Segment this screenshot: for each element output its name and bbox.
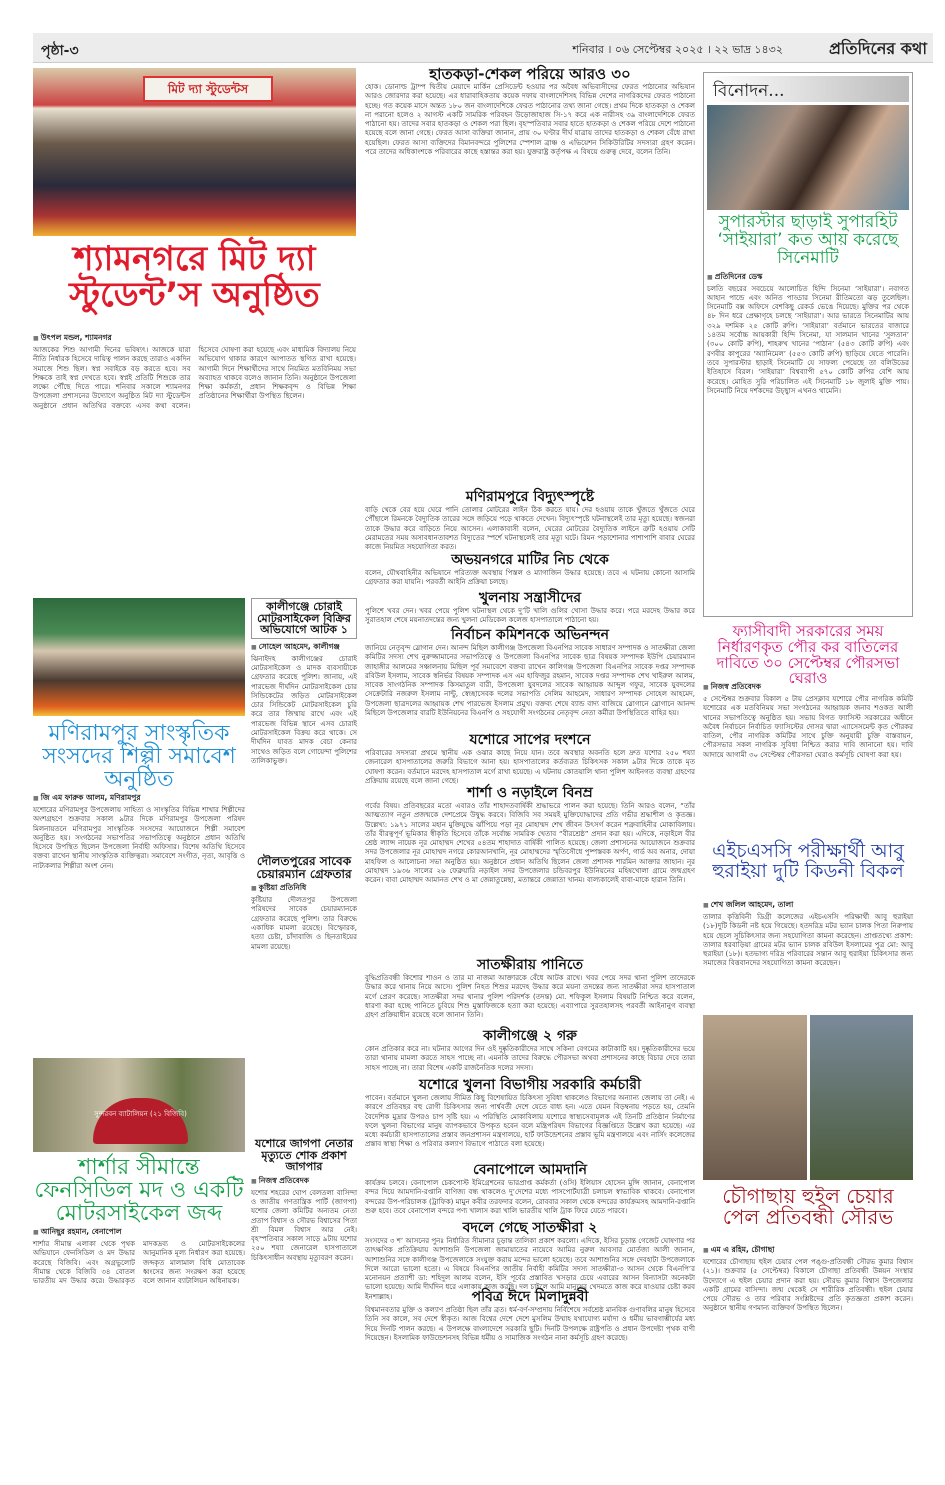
bgb-seizure-photo: [33, 1058, 245, 1152]
bgb-sign: সুন্দরবন ব্যাটালিয়ন (২১ বিজিবি): [93, 1098, 188, 1144]
wheelchair-photo: [810, 1015, 914, 1180]
section-body: পাবেন। বর্তমানে খুলনা জেলায় সীমিত কিছু বিশেষায়িত চিকিৎসা সুবিধা থাকলেও বিভাগের অন্যান্য জেলায় তা নেই। এ কারণে প্রতিবছর বহু রোগী চিকিৎসার জন্য পার্শ্ববর্তী দেশে যেতে বাধ্য হন। এতে যেমন বিড়ম্বনায় পড়তে হয়, তেমনি বৈদেশিক মুদ্রার উপরও চাপ সৃষ্টি হয়। এ পরিস্থিতি মোকাবিলায় যশোরে স্বাস্থ্যসেবামূলক এই তিনটি প্রতিষ্ঠান নির্মাণের ফলে খুলনা বিভাগের মানুষ ব্যাপকভাবে উপকৃত হবেন বলে মন্ত্রিপরিষদ বিভাগের বিজ্ঞপ্তিতে উল্লেখ করা হয়েছে। এর মধ্যে কর্মচারী হাসপাতালের প্রস্তাব জনপ্রশাসন মন্ত্রণালয়ে, হার্ট ফাউন্ডেশনের প্রস্তাব ভূমি মন্ত্রণালয়ে এবং নার্সিং কলেজের প্রস্তাব স্বাস্থ্য শিক্ষা ও পরিবার কল্যাণ বিভাগে পাঠাতে বলা হয়েছে।: [365, 1094, 695, 1149]
story-body: ঝিনাইদহ কালীগঞ্জের চোরাই মোটরসাইকেল ও মাদক ব্যবসায়ীকে গ্রেফতার করেছে পুলিশ। জানায়, এই পারভেজ দীর্ঘদিন মোটরসাইকেল চোর সিন্ডিকেটের জড়িত মোটরসাইকেল চোর সিন্ডিকেট মোটরসাইকেল চুরি করে তার জিম্মায় রাখে এবং এই পারভেজ বিভিন্ন স্থানে এসব চোরাই মোটরসাইকেল বিক্রয় করে থাকে। সে দীর্ঘদিন যাবত মাদক বেচা কেনার সাথেও জড়িত বলে গোয়েন্দা পুলিশের তালিকাভুক্ত।: [251, 654, 357, 765]
news-section: [365, 1162, 695, 1220]
byline: ■ জি এম ফারুক আলম, মণিরামপুর: [33, 793, 245, 805]
page-number: পৃষ্ঠা-৩: [41, 43, 79, 59]
section-body: কার্যক্রম চলবে। বেনাপোল চেকপোস্ট ইমিগ্রেশনের ভারপ্রাপ্ত কর্মকর্তা (ওসি) ইলিয়াস হোসেন মুন্সি জানান, বেনাপোল বন্দর দিয়ে আমদানি-রপ্তানি বাণিজ্য বন্ধ থাকলেও দু’দেশের মধ্যে পাসপোর্টযাত্রী চলাচল স্বাভাবিক থাকবে। বেনাপোল বন্দরের উপ-পরিচালক (ট্রাফিক) মামুন কবীর তরফদার বলেন, রোববার সকাল থেকে বন্দরের কার্যক্রমসহ আমদানি-রপ্তানি শুরু হবে। তবে বেনাপোল বন্দরে পণ্য খালাস করা খালি ভারতীয় খালি ট্রাক ফিরে যেতে পারবে।: [365, 1179, 695, 1215]
story-daulatpur: [251, 855, 357, 1130]
section-headline: বেনাপোলে আমদানি: [473, 1162, 587, 1178]
section-headline: অভয়নগরে মাটির নিচ থেকে: [451, 552, 609, 568]
headline-saiyaara: সুপারস্টার ছাড়াই সুপারহিট ‘সাইয়ারা’ কত আয় করেছে সিনেমাটি: [717, 212, 899, 268]
headline-kaliganj-motorcycle: কালীগঞ্জে চোরাই মোটরসাইকেল বিক্রির অভিযোগে আটক ১: [251, 598, 357, 639]
story-jagpa: [251, 1138, 357, 1438]
headline-chougachha-wheelchair: চৌগাছায় হুইল চেয়ার পেল প্রতিবন্ধী সৌরভ: [722, 1184, 894, 1229]
news-section: [365, 66, 695, 489]
headline-jagpa: যশোরে জাগপা নেতার মৃত্যুতে শোক প্রকাশ জাগপার: [254, 1137, 353, 1174]
byline: ■ সোহেল আহমেদ, কালীগঞ্জ: [251, 642, 357, 654]
news-section: [365, 1028, 695, 1077]
story-pourashava: [703, 682, 913, 837]
section-headline: পবিত্র ঈদে মিলাদুন্নবী: [471, 1289, 589, 1305]
byline: ■ নিজস্ব প্রতিবেদক: [703, 682, 913, 694]
issue-date: শনিবার । ০৬ সেপ্টেম্বর ২০২৫ । ২২ ভাদ্র ১৪৩২: [572, 43, 783, 56]
headline-monirampur-cultural: মণিরামপুর সাংস্কৃতিক সংসদের শিল্পী সমাবেশ অনুষ্ঠিত: [42, 721, 236, 793]
news-section: [365, 590, 695, 627]
headline-hsc-kidney: এইচএসসি পরীক্ষার্থী আবু হুরাইয়া দুটি কিডনী বিকল: [712, 840, 904, 882]
section-body: বলেন, যৌথবাহিনীর অভিযানে পরিত্যক্ত অবস্থায় পিস্তল ও ম্যাগাজিন উদ্ধার হয়েছে। তবে এ ঘটনায় কোনো আসামি গ্রেফতার করা যায়নি। পরবর্তী আইনি প্রক্রিয়া চলছে।: [365, 569, 695, 587]
section-body: বুদ্ধিপ্রতিবন্ধী কিশোর শাওন ও তার মা নাজমা আক্তারকে বেঁধে আটক রাখে। খবর পেয়ে সদর থানা পুলিশ তাদেরকে উদ্ধার করে থানায় নিয়ে আসে। পুলিশ নিহত শিশুর মরদেহ উদ্ধার করে ময়না তদন্তের জন্য সাতক্ষীরা সদর হাসপাতাল মর্গে প্রেরণ করেছে। সাতক্ষীরা সদর থানার পুলিশ পরিদর্শক (তদন্ত) মো. শফিকুল ইসলাম বিষয়টি নিশ্চিত করে বলেন, ধারণা করা হচ্ছে পানিতে চুবিয়ে শিশু মুস্তাফিজকে হত্যা করা হয়েছে। এব্যাপারে সুরতহালসহ পরবর্তী আইনানুগ ব্যবস্থা গ্রহণ প্রক্রিয়াধীন রয়েছে বলে জানান তিনি।: [365, 974, 695, 1020]
story-shyamnagar: [33, 333, 356, 595]
byline: ■ কুষ্টিয়া প্রতিনিধি: [251, 883, 357, 895]
story-hsc-kidney: [703, 900, 913, 1010]
saiyaara-film-still: [707, 105, 909, 210]
section-body: জানিয়ে নেতৃবৃন্দ স্লোগান দেন। আনন্দ মিছিল কালীগঞ্জ উপজেলা বিএনপির সাবেক সাধারণ সম্পাদক ও সাতক্ষীরা জেলা কমিটির সদস্য শেখ নুরুজ্জামানের সভাপতিত্বে ও উপজেলা বিএনপির সাবেক ছাত্র বিষয়ক সম্পাদক ইউপি চেয়ারম্যান জাহাঙ্গীর আলমের সঞ্চালনায় মিছিল পূর্ব সমাবেশে বক্তব্য রাখেন কালিগঞ্জ উপজেলা বিএনপির সাবেক দপ্তর সম্পাদক রবিউল ইসলাম, সাবেক স্বনির্ভর বিষয়ক সম্পাদক এস এম হাফিজুর রহমান, সাবেক দপ্তর সম্পাদক শেখ খাইরুল আলম, সাবেক সাংগঠনিক সম্পাদক কিসমাতুল বারী, উপজেলা যুবদলের সাবেক আহ্বায়ক আব্দুল গফুর, সাবেক যুবদলের সেক্রেটারি নজরুল ইসলাম নান্টু, স্বেচ্ছাসেবক দলের সভাপতি সেলিম আহমেদ, সাধারণ সম্পাদক সোহেল আহমেদ, উপজেলা ছাত্রদলের আহ্বায়ক শেখ পারভেজ ইসলাম প্রমুখ। বক্তব্য শেষে ব্যান্ড বাদ্য বাজিয়ে স্লোগানে স্লোগানে আনন্দ মিছিলে উপজেলার বারটি ইউনিয়নের বিএনপি ও সহযোগী সংগঠনের নেতৃবৃন্দ নেতা কর্মীরা উপস্থিতিতে বাহির হয়।: [365, 644, 695, 718]
headline-sharsha-border: শার্শার সীমান্তে ফেনসিডিল মদ ও একটি মোটরসাইকেল জব্দ: [34, 1155, 244, 1227]
news-section: [365, 1289, 695, 1440]
news-section: [365, 957, 695, 1028]
headline-daulatpur: দৌলতপুরের সাবেক চেয়ারম্যান গ্রেফতার: [256, 854, 352, 881]
news-section: [365, 627, 695, 732]
story-body: শার্শার সীমান্ত এলাকা থেকে পৃথক অভিযানে ফেনসিডিল ও মদ উদ্ধার করেছে বিজিবি। এবং অগ্রভুলোট সীমান্ত থেকে বিজিবি ৩৪ বোতল ভারতীয় মদ উদ্ধার করে। উদ্ধারকৃত মাদকদ্রব্য ও মোটরসাইকেলের আনুমানিক মূল্য নির্ধারণ করা হয়েছে। জব্দকৃত মালামাল বিধি মোতাবেক ধ্বংসের জন্য সংরক্ষণ করা হয়েছে বলে জানান ব্যাটালিয়ন অধিনায়ক।: [33, 1240, 245, 1286]
section-headline: যশোরে সাপের দংশনে: [469, 732, 591, 748]
byline: ■ উৎপল মন্ডল, শ্যামনগর: [33, 333, 356, 345]
section-body: পুলিশে খবর দেন। খবর পেয়ে পুলিশ ঘটনাস্থল থেকে দু’টি খালি গুলির খোসা উদ্ধার করে। পরে মরদেহ উদ্ধার করে সুরাতহাল শেষে ময়নাতদন্তের জন্য খুলনা মেডিকেল কলেজ হাসপাতালে পাঠানো হয়।: [365, 607, 695, 625]
banner-text: মিট দ্যা স্টুডেন্টস: [143, 76, 273, 102]
story-body: যশোরের চৌগাছায় হুইল চেয়ার পেল পঙ্গু-প্রতিবন্ধী সৌরভ কুমার বিশ্বাস (২১)। শুক্রবার (৫ সেপ্টেম্বর) বিকালে চৌগাছা প্রতিবন্ধী উন্নয়ন সংস্থার উদ্যোগে এ হুইল চেয়ার প্রদান করা হয়। সৌরভ কুমার বিশ্বাস উপজেলার একটি গ্রামের বাসিন্দা। জন্ম থেকেই সে শারীরিক প্রতিবন্ধী। হুইল চেয়ার পেয়ে সৌরভ ও তার পরিবার সংশ্লিষ্টদের প্রতি কৃতজ্ঞতা প্রকাশ করেন। অনুষ্ঠানে স্থানীয় গণমান্য ব্যক্তিবর্গ উপস্থিত ছিলেন।: [703, 1258, 913, 1313]
byline: ■ এম এ রহিম, চৌগাছা: [703, 1245, 913, 1257]
section-headline: কালীগঞ্জে ২ গরু: [483, 1028, 577, 1044]
story-body: তালার কৃত্তিবিনী ডিগ্রী কলেজের এইচএসসি পরিক্ষার্থী আবু হুরাইয়া (১৮)দুটি কিডনী নষ্ট হয়ে গিয়েছে। হতদরিদ্র মটর ভ্যান চালক পিতা নিরুপায় হয়ে ছেলে সুচিকিৎসার জন্য সহযোগিতা কামনা করেছেন। প্রাপ্ততথ্যে প্রকাশ: তালার ধরবাড়িয়া গ্রামের মটর ভ্যান চালক রবিউল ইসলামের পুত্র মো: আবু হুরাইয়া (১৮)। হতভাগ্য দরিদ্র পরিবারের সন্তান আবু হুরাইয়া চিকিৎসার জন্য সমাজের বিত্তবানদের সহযোগিতা কামনা করেছেন।: [703, 913, 913, 968]
byline: ■ আনিছুর রহমান, বেনাপোল: [33, 1227, 245, 1239]
entertainment-box: [703, 72, 913, 617]
section-body: বাড়ি থেকে বের হয়ে ঘেরে পানি তোলার মোটরের লাইন ঠিক করতে যায়। দের হওয়ায় তাকে খুঁজতে খুঁজতে ঘেরে পৌঁছালে রিমনকে বৈদ্যুতিক তারের সঙ্গে জড়িয়ে পড়ে থাকতে দেখেন। বিদ্যুৎস্পৃষ্টে ঘটনাস্থলেই তার মৃত্যু হয়েছে। স্বজনরা তাকে উদ্ধার করে বাড়িতে নিয়ে আসেন। এলাকাবাসী বলেন, ঘেরের মোটরের বৈদ্যুতিক লাইনে ত্রুটি হওয়ায় সেটি মেরামতের সময় অসাবধানতাবশত বিদ্যুতের স্পর্শে ঘটনাস্থলেই তার মৃত্যু ঘটে। রিমন পড়াশোনার পাশাপাশি বাবার ঘেরের কাজে নিয়মিত সহযোগিতা করত।: [365, 506, 695, 552]
section-headline: মণিরামপুরে বিদ্যুৎস্পৃষ্টে: [465, 489, 595, 505]
section-body: বিশ্বমানবতার মুক্তি ও কল্যাণ প্রতিষ্ঠা ছিল তাঁর ব্রত। ধর্ম-বর্ণ-সম্প্রদায় নির্বিশেষে সর্বশ্রেষ্ঠ মানবিক গুণাবলির মানুষ হিসেবে তিনি সব কালে, সব দেশে স্বীকৃত। আজ বিশ্বের দেশে দেশে মুসলিম উম্মাহ যথাযোগ্য মর্যাদা ও ধর্মীয় ভাবগাম্ভীর্যের মধ্য দিয়ে দিনটি পালন করছে। এ উপলক্ষে বাংলাদেশে সরকারি ছুটি। দিনটি উপলক্ষে রাষ্ট্রপতি ও প্রধান উপদেষ্টা পৃথক বাণী দিয়েছেন। ইসলামিক ফাউন্ডেশনসহ বিভিন্ন ধর্মীয় ও সামাজিক সংগঠন নানা কর্মসূচি গ্রহণ করেছে।: [365, 1306, 695, 1342]
story-body: আজকের শিশু আগামী দিনের ভবিষ্যৎ। আজকে যারা নীতি নির্ধারক হিসেবে দায়িত্ব পালন করছে তারাও একদিন সমাজে শিশু ছিল। স্বপ্ন সবাইকে বড় করতে হবে। সব শিক্ষকে তাই স্বপ্ন দেখতে হবে। স্বপ্নই প্রতিটি শিশুকে তার লক্ষ্যে পৌঁছে দিতে পারে। শনিবার সকালে শ্যামনগর উপজেলা প্রশাসনের উদ্যোগে অনুষ্ঠিত মিট দ্যা স্টুডেন্টস অনুষ্ঠানে প্রধান অতিথির বক্তব্যে এসব কথা বলেন। হিসেবে ঘোষণা করা হয়েছে এবং মাধ্যমিক বিদ্যালয় নিয়ে অভিযোগ থাকার কারণে আপাতত স্থগিত রাখা হয়েছে। আগামী দিনে শিক্ষার্থীদের সাথে নিয়মিত মতবিনিময় সভা অব্যাহত থাকবে বলেও জানান তিনি। অনুষ্ঠানে উপজেলা শিক্ষা কর্মকর্তা, প্রধান শিক্ষকবৃন্দ ও বিভিন্ন শিক্ষা প্রতিষ্ঠানের শিক্ষার্থীরা উপস্থিত ছিলেন।: [33, 346, 356, 410]
section-headline: নির্বাচন কমিশনকে অভিনন্দন: [450, 627, 609, 643]
section-headline: শার্শা ও নড়াইলে বিনম্র: [467, 785, 593, 801]
story-body: ৫ সেপ্টেম্বর শুক্রবার বিকাল ৫ টায় প্রেসক্লাব যশোরে পৌর নাগরিক কমিটি যশোরের এক মতবিনিময় সভা সংগঠনের আহ্বায়ক জনাব শওকত আলী খানের সভাপতিত্বে অনুষ্ঠিত হয়। সভায় বিগত ফ্যাসিস্ট সরকারের অধীনে অবৈধ নির্বাচনে নির্বাচিত ফ্যাসিস্টের দোসর দ্বারা এ্যাসেসমেন্ট কৃত পৌরকর বাতিল, পৌর নাগরিক কমিটির সাথে চুক্তি অনুযায়ী চুক্তি বাস্তবায়ন, পৌরসভার সকল নাগরিক সুবিধা নিশ্চিত করার দাবি জানানো হয়। দাবি আদায়ে আগামী ৩০ সেপ্টেম্বর পৌরসভা ঘেরাও কর্মসূচি ঘোষণা করা হয়।: [703, 695, 913, 759]
news-section: [365, 552, 695, 590]
section-headline: বদলে গেছে সাতক্ষীরা ২: [462, 1220, 598, 1236]
section-body: গর্বের বিষয়। প্রতিবছরের মতো এবারও তাঁর শাহাদতবার্ষিকী শ্রদ্ধাভরে পালন করা হয়েছে। তিনি আরও বলেন, “তাঁর আত্মত্যাগ নতুন প্রজন্মকে দেশপ্রেমে উদ্বুদ্ধ করবে। বিজিবি সব সময়ই মুক্তিযোদ্ধাদের প্রতি গভীর শ্রদ্ধাশীল ও কৃতজ্ঞ। উল্লেখ্য: ১৯৭১ সালের মহান মুক্তিযুদ্ধে ঝাঁপিয়ে পড়া নূর মোহাম্মদ শেখ জীবন উৎসর্গ করেন শত্রুবাহিনীর মোকাবিলায়। তাঁর বীরত্বপূর্ণ ভূমিকার স্বীকৃতি হিসেবে তাঁকে সর্বোচ্চ সামরিক খেতাব “বীরশ্রেষ্ঠ” প্রদান করা হয়। এদিকে, নড়াইলে বীর শ্রেষ্ঠ ল্যান্স নায়েক নূর মোহাম্মদ শেখের ৫৪তম শাহাদাত বার্ষিকী পালিত হয়েছে। জেলা প্রশাসনের আয়োজনে শুক্রবার সদর উপজেলার নূর মোহাম্মদ নগরে কোরআনখানি, নূর মোহাম্মদের স্মৃতিসৌধে পুষ্পস্তবক অর্পণ, গার্ড অব অনার, দোয়া মাহফিল ও আলোচনা সভা অনুষ্ঠিত হয়। অনুষ্ঠানে প্রধান অতিথি ছিলেন জেলা প্রশাসক শারমিন আক্তার জাহান। নূর মোহাম্মদ ১৯৩৬ সালের ২৬ ফেব্রুয়ারি নড়াইল সদর উপজেলার চন্ডিবরপুর ইউনিয়নের মহিষখোলা গ্রামে জন্মগ্রহণ করেন। বাবা মোহাম্মদ আমানত শেখ ও মা জেন্নাতুন্নেছা, মতান্তরে জেন্নাতা খানম। বাল্যকালেই বাবা-মাকে হারান তিনি।: [365, 802, 695, 885]
story-body: যশোরের মণিরামপুর উপজেলায় সাহিত্য ও সাংস্কৃতির বিভিন্ন শাখার শিল্পীদের অংশগ্রহণে শুক্রবার সকাল ৯টার দিকে মণিরামপুর উপজেলা পরিষদ মিলনায়তনে মণিরামপুর সাংস্কৃতিক সংসদের আয়োজনে শিল্পী সমাবেশ অনুষ্ঠিত হয়। সংগঠনের সভাপতির সভাপতিত্বে অনুষ্ঠানে প্রধান অতিথি হিসেবে উপস্থিত ছিলেন উপজেলা নির্বাহী অফিসার। বিশেষ অতিথি হিসেবে বক্তব্য রাখেন স্থানীয় সাংস্কৃতিক ব্যক্তিত্বরা। সমাবেশে সংগীত, নৃত্য, আবৃত্তি ও নাট্যকলার শিল্পীরা অংশ নেন।: [33, 806, 245, 870]
story-body: কুষ্টিয়ার দৌলতপুর উপজেলা পরিষদের সাবেক চেয়ারম্যানকে গ্রেফতার করেছে পুলিশ। তার বিরুদ্ধে একাধিক মামলা রয়েছে। বিস্ফোরক, হত্যা চেষ্টা, চাঁদাবাজি ও ছিনতাইয়ের মামলা রয়েছে।: [251, 896, 357, 951]
section-headline: যশোরে খুলনা বিভাগীয় সরকারি কর্মচারী: [418, 1077, 641, 1093]
byline: ■ প্রতিদিনের ডেস্ক: [707, 272, 909, 284]
section-headline: খুলনায় সন্ত্রাসীদের: [478, 590, 582, 606]
story-body: চলতি বছরের সবচেয়ে আলোচিত হিন্দি সিনেমা ‘সাইয়ারা’। নবাগত আহান পান্ডে এবং অনিত পাড্ডার সিনেমা রীতিমতো ঝড় তুলেছিল। সিনেমাটি বক্স অফিসে বেশকিছু রেকর্ড ভেঙে দিয়েছে। মুক্তির পর থেকে ৪৮ দিন ধরে প্রেক্ষাগৃহে চলছে ‘সাইয়ারা’। আর ভারতে সিনেমাটির আয় ৩২৯ দশমিক ২৫ কোটি রুপি। ‘সাইয়ারা’ বর্তমানে ভারতের বাজারে ১৪তম সর্বোচ্চ আয়কারী হিন্দি সিনেমা, যা সালমান খানের ‘সুলতান’ (৩০০ কোটি রুপি), শাহরুখ খানের ‘পাঠান’ (৫৪৩ কোটি রুপি) এবং রণবীর কাপুরের ‘অ্যানিমেল’ (৫৫৩ কোটি রুপি) ছাড়িয়ে যেতে পারেনি। তবে সুপারস্টার ছাড়াই সিনেমাটি যে সাফল্য পেয়েছে তা বলিউডের ইতিহাসে বিরল। ‘সাইয়ারা’ বিশ্বব্যাপী ৫৭০ কোটি রুপির বেশি আয় করেছে। মোহিত সুরি পরিচালিত এই সিনেমাটি ১৮ জুলাই মুক্তি পায়। সিনেমাটি নিয়ে দর্শকদের উচ্ছ্বাস এখনও থামেনি।: [707, 284, 909, 395]
section-body: পরিবারের সদস্যরা প্রথমে স্থানীয় এক ওঝার কাছে নিয়ে যান। তবে অবস্থার অবনতি হলে দ্রুত যশোর ২৫০ শয্যা জেনারেল হাসপাতালের জরুরি বিভাগে আনা হয়। হাসপাতালের কর্তব্যরত চিকিৎসক সকাল ৯টার দিকে তাকে মৃত ঘোষণা করেন। বর্তমানে মরদেহ হাসপাতাল মর্গে রাখা হয়েছে। এ ঘটনায় কোতয়ালি থানা পুলিশ আইনগত ব্যবস্থা গ্রহণের প্রক্রিয়ায় রয়েছে বলে জানা গেছে।: [365, 749, 695, 785]
section-body: কোন প্রতিকার করে না। ঘটনার আগের দিন ওই দুষ্কৃতিকারীদের সাথে সকিনা বেগমের কাটাকাটি হয়। দুষ্কৃতিকারীদের ভয়ে তারা থানায় মামলা করতে সাহস পাচ্ছে না। এমনকি তাদের বিরুদ্ধে পৌরসভা অথবা প্রশাসনের কাছে বিচার দেবে তারা সাহস পাচ্ছে না। তারা বিশেষ একটি রাজনৈতিক দলের সদস্য।: [365, 1045, 695, 1072]
section-headline: হাতকড়া-শেকল পরিয়ে আরও ৩০: [429, 65, 631, 83]
middle-column: [365, 66, 695, 1441]
section-label-entertainment: বিনোদন...: [707, 76, 909, 102]
section-body: সংসদের ৩ শ’ আসনের পুনঃ নির্ধারিত সীমানার চূড়ান্ত তালিকা প্রকাশ করলো। এদিকে, ইসির চূড়ান্ত গেজেট ঘোষণার পর তাৎক্ষণিক প্রতিক্রিয়ায় আশাশুনি উপজেলা জামায়াতের নায়েবে আমির নুরুল আবসার মোর্তজা আলী জানান, আশাশুনির সঙ্গে কালীগঞ্জ উপজেলাকে সংযুক্ত করায় মন্দের ভালো হয়েছে। তবে আশাশুনির সঙ্গে দেবহাটা উপজেলাকে দিলে আরো ভালো হতো। এ বিষয়ে বিএনপির জাতীয় নির্বাহী কমিটির সদস্য সাতক্ষীরা-৩ আসন থেকে বিএনপি’র মনোনয়ন প্রত্যাশী ডা: শহিদুল আলম বলেন, ইসি পূর্বের প্রস্তাবিত খসড়ার চেয়ে এবারের আসন বিন্যাসটা অনেকটা ভালো হয়েছে। আমি দীর্ঘদিন ধরে এলাকায় কাজ করছি। দল চাইলে আমি মানুষের খেদমতে কাজ করে যাওয়ার চেষ্টা করব ইনশাল্লাহ।: [365, 1237, 695, 1301]
story-chougachha: [703, 1245, 913, 1440]
patient-photo: [703, 1015, 807, 1180]
news-section: [365, 1077, 695, 1162]
newspaper-logo: প্রতিদিনের কথা: [828, 39, 927, 58]
headline-shyamnagar: শ্যামনগরে মিট দ্যা স্টুডেন্ট’স অনুষ্ঠিত: [69, 239, 320, 315]
news-section: [365, 732, 695, 785]
page-header: [33, 33, 933, 63]
section-body: হোক। ডোনাল্ড ট্রাম্প দ্বিতীয় মেয়াদে মার্কিন প্রেসিডেন্ট হওয়ার পর অবৈধ অভিবাসীদের ফেরত পাঠানোর অভিযান আরও জোরদার করা হয়েছে। এর ধারাবাহিকতায় কয়েক দফায় বাংলাদেশিসহ বিভিন্ন দেশের নাগরিকদের ফেরত পাঠানো হচ্ছে। গত কয়েক মাসে অন্তত ১৮০ জন বাংলাদেশিকে ফেরত পাঠানোর তথ্য জানা গেছে। প্রথম দিকে হাতকড়া ও শেকল না পরানো হলেও ২ আগস্ট একটি সামরিক পরিবহন উড়োজাহাজ সি-১৭ করে এক নারীসহ ৩৯ বাংলাদেশিকে ফেরত পাঠানো হয়। তাদের সবার হাতকড়া ও শেকল পরা ছিল। বৃহস্পতিবার সবার হাতে হাতকড়া ও শেকল পরিয়ে দেশে পাঠানো হয়েছে বলে জানা গেছে। ফেরত আসা ব্যক্তিরা জানান, প্রায় ৩০ ঘণ্টার দীর্ঘ যাত্রায় তাদের হাতকড়া ও শেকল বেঁধে রাখা হয়েছিল। ফেরত আসা ব্যক্তিদের বিমানবন্দরে পুলিশের স্পেশাল ব্রাঞ্চ ও এভিয়েশন সিকিউরিটির সদস্যরা গ্রহণ করেন। পরে তাদের অধিকাংশকে পরিবারের কাছে হস্তান্তর করা হয়। যুক্তরাষ্ট্র কর্তৃপক্ষ এ বিষয়ে গুরুত্ব দেবে, বলেন তিনি।: [365, 83, 695, 157]
news-section: [365, 489, 695, 552]
story-sharsha-border: [33, 1227, 245, 1442]
story-kaliganj-motorcycle: [251, 598, 357, 848]
meet-the-students-photo: [33, 68, 356, 236]
news-section: [365, 785, 695, 957]
story-body: যশোর শহরের ঘোপ বেলতলা বাসিন্দা ও জাতীয় গণতান্ত্রিক পার্টি (জাগপা) যশোর জেলা কমিটির অন্যতম নেতা প্রতাপ বিশ্বাস ও সৌরভ বিশ্বাসের পিতা শ্রী বিমল বিশ্বাস আর নেই। বৃহস্পতিবার সকাল সাড়ে ৯টায় যশোর ২৫০ শয্যা জেনারেল হাসপাতালে চিকিৎসাধীন অবস্থায় মৃত্যুবরণ করেন।: [251, 1188, 357, 1262]
byline: ■ শেখ জলিল আহমেদ, তালা: [703, 900, 913, 912]
kidney-patient-photos: [703, 1015, 913, 1180]
byline: ■ নিজস্ব প্রতিবেদক: [251, 1176, 357, 1188]
cultural-event-photo: [33, 598, 245, 716]
headline-pourashava: ফ্যাসীবাদী সরকারের সময় নির্ধারণকৃত পৌর কর বাতিলের দাবিতে ৩০ সেপ্টেম্বর পৌরসভা ঘেরাও: [716, 622, 900, 688]
section-headline: সাতক্ষীরায় পানিতে: [476, 957, 584, 973]
story-monirampur-cultural: [33, 793, 245, 1055]
